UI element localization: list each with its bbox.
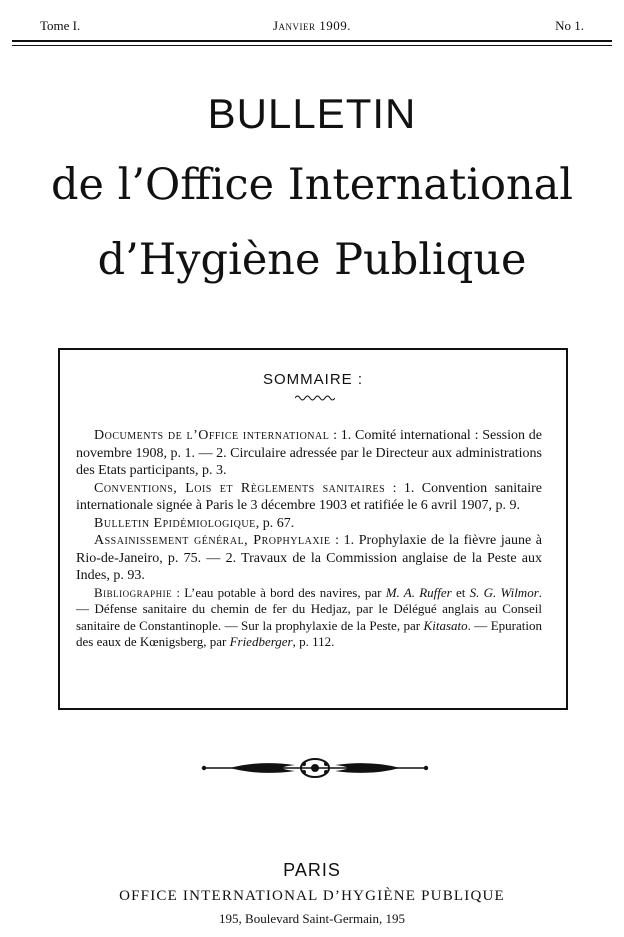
issue-number: No 1. bbox=[555, 18, 584, 33]
sommaire-entry-bibliographie: Bibliographie : L’eau potable à bord des navires, par M. A. Ruffer et S. G. Wilmor. — Défense sanitaire du chemin de fer du Hedjaz, par le Délégué anglais au Conseil sanitaire de Constantinople. — Sur la prophylaxie de la Peste, par Kitasato. — Epuration des eaux de Kœnigsberg, par Friedberger, p. 112. bbox=[76, 584, 543, 650]
title-hygiene: d’Hygiène Publique bbox=[97, 235, 527, 285]
issue-date: Janvier 1909. bbox=[272, 18, 352, 33]
sommaire-entry-documents: Documents de l’Office international : 1. Comité international : Session de novembre 1908, p. 1. — 2. Circulaire adressée par le Directeur aux administrations des Etats participants, p. 3. bbox=[76, 428, 542, 478]
decorative-ornament-icon bbox=[200, 756, 430, 780]
header-rule-thick bbox=[12, 40, 612, 42]
sommaire-contents bbox=[76, 427, 542, 651]
imprint-publisher: OFFICE INTERNATIONAL D’HYGIÈNE PUBLIQUE bbox=[119, 888, 505, 904]
sommaire-entry-bulletin: Bulletin Epidémiologique, p. 67. bbox=[94, 515, 295, 531]
sommaire-heading: SOMMAIRE : bbox=[262, 371, 363, 388]
sommaire-entry-conventions: Conventions, Lois et Règlements sanitaires : 1. Convention sanitaire internationale signée à Paris le 3 décembre 1903 et ratifiée le 6 avril 1907, p. 9. bbox=[76, 480, 542, 513]
imprint-city: PARIS bbox=[283, 860, 341, 880]
sommaire-entry-assainissement: Assainissement général, Prophylaxie : 1. Prophylaxie de la fièvre jaune à Rio-de-Janeiro, p. 75. — 2. Travaux de la Commission anglaise de la Peste aux Indes, p. 93. bbox=[76, 533, 542, 583]
title-office: de l’Office International bbox=[50, 160, 574, 210]
wavy-ornament-icon bbox=[295, 394, 335, 402]
header-rule-thin bbox=[12, 45, 612, 46]
imprint-address: 195, Boulevard Saint-Germain, 195 bbox=[219, 911, 405, 926]
volume-label: Tome I. bbox=[40, 18, 81, 33]
title-bulletin: BULLETIN bbox=[207, 90, 417, 137]
